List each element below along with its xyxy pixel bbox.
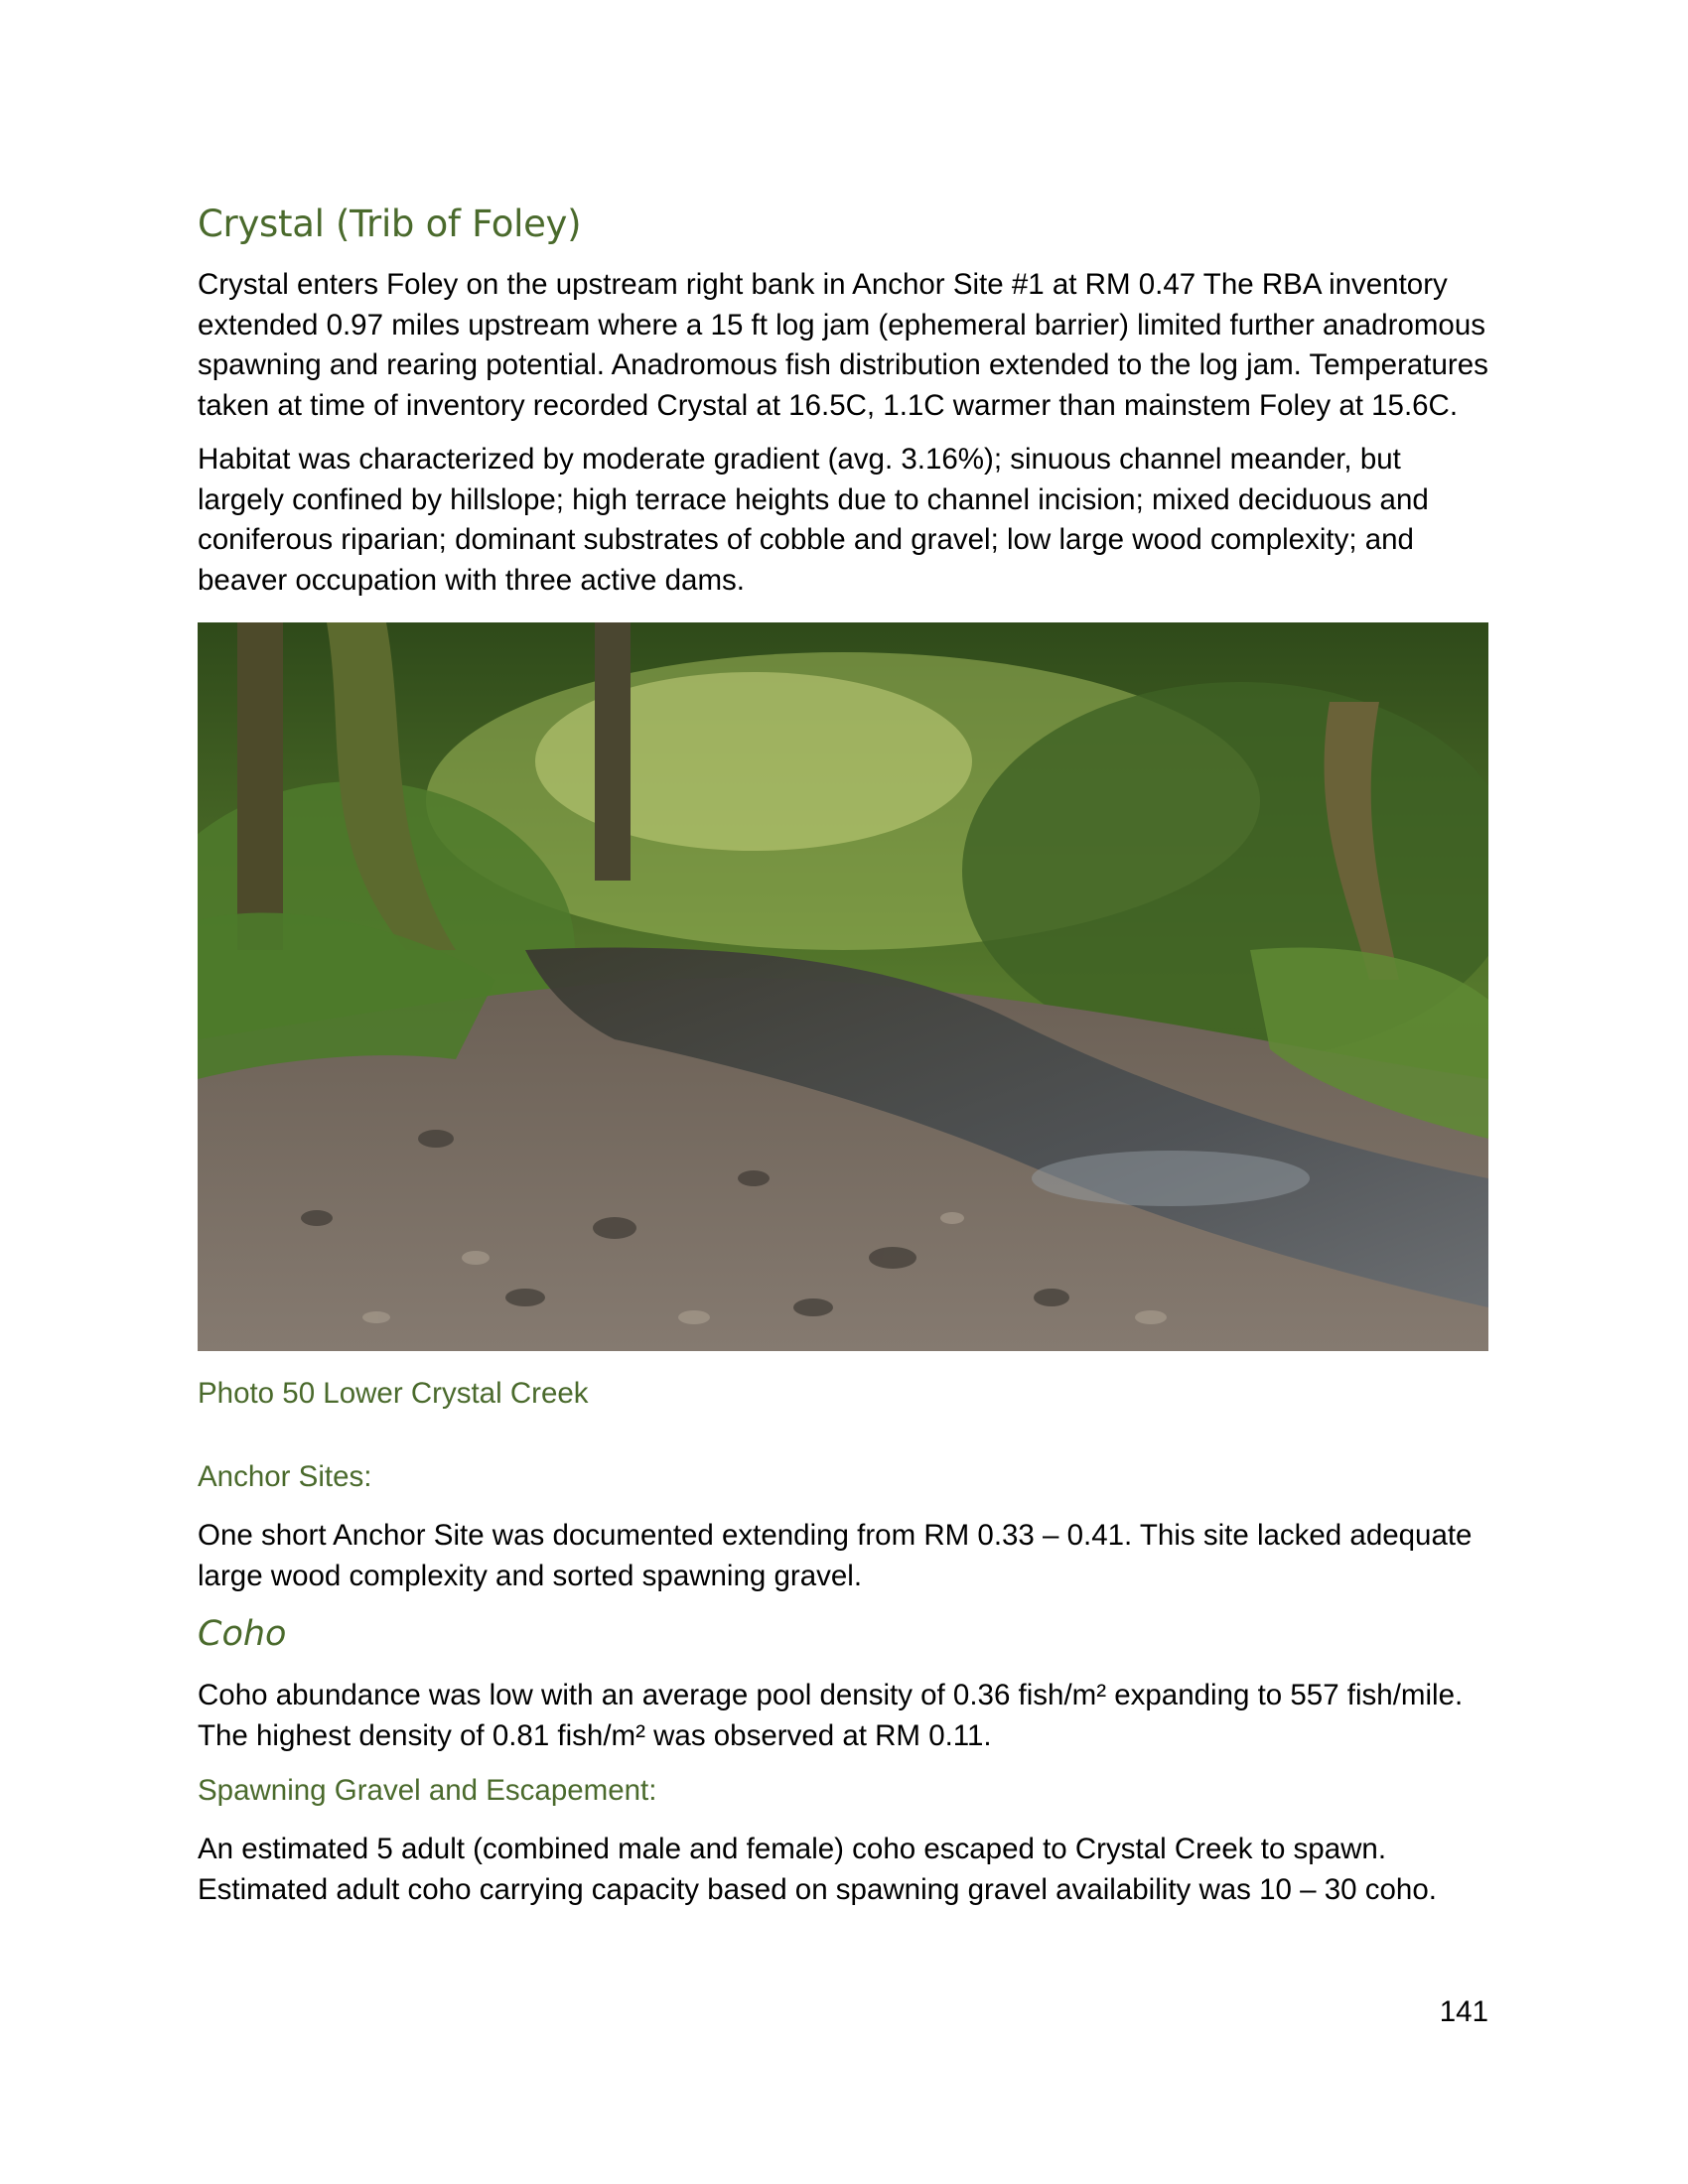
section-title: Crystal (Trib of Foley) bbox=[198, 203, 582, 245]
photo-caption: Photo 50 Lower Crystal Creek bbox=[198, 1377, 589, 1410]
coho-heading: Coho bbox=[198, 1614, 287, 1654]
creek-photo bbox=[198, 622, 1488, 1351]
creek-photo-illustration bbox=[198, 622, 1488, 1351]
spawning-heading: Spawning Gravel and Escapement: bbox=[198, 1774, 657, 1807]
document-page bbox=[198, 189, 1488, 1924]
habitat-paragraph: Habitat was characterized by moderate gradient (avg. 3.16%); sinuous channel meander, but largely confined by hillslope; high terrace heights due to channel incision; mixed deciduous and coniferous riparian; dominant substrates of cobble and gravel; low large wood complexity; and beaver occupation with three active dams. bbox=[198, 443, 1429, 597]
anchor-sites-paragraph: One short Anchor Site was documented extending from RM 0.33 – 0.41. This site lacked adequate large wood complexity and sorted spawning gravel. bbox=[198, 1519, 1473, 1592]
coho-paragraph: Coho abundance was low with an average pool density of 0.36 fish/m² expanding to 557 fish/mile. The highest density of 0.81 fish/m² was observed at RM 0.11. bbox=[198, 1679, 1464, 1752]
spawning-paragraph: An estimated 5 adult (combined male and female) coho escaped to Crystal Creek to spawn. Estimated adult coho carrying capacity based on spawning gravel availability was 10 – 30 coho. bbox=[198, 1833, 1437, 1906]
anchor-sites-heading: Anchor Sites: bbox=[198, 1460, 372, 1493]
page-number: 141 bbox=[1439, 1995, 1488, 2028]
intro-paragraph: Crystal enters Foley on the upstream right bank in Anchor Site #1 at RM 0.47 The RBA inventory extended 0.97 miles upstream where a 15 ft log jam (ephemeral barrier) limited further anadromous spawning and rearing potential. Anadromous fish distribution extended to the log jam. Temperatures taken at time of inventory recorded Crystal at 16.5C, 1.1C warmer than mainstem Foley at 15.6C. bbox=[198, 268, 1488, 422]
